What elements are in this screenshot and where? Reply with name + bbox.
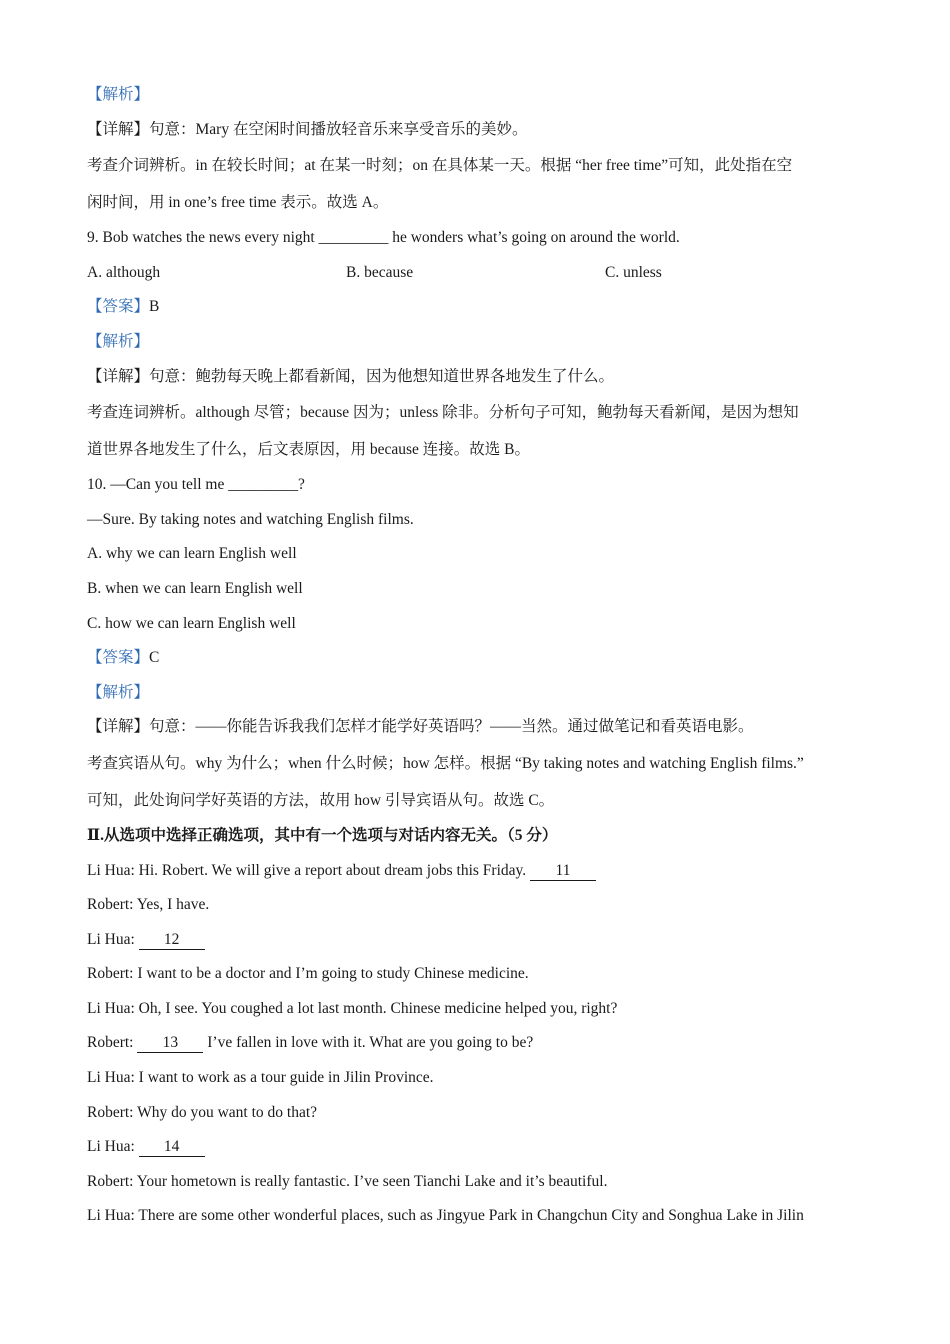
q10-explain-line-2 [87,782,877,819]
analysis-tag: 【解析】 [87,86,150,103]
dialogue-text: Robert: Your hometown is really fantastic. I’ve seen Tianchi Lake and it’s beautiful. [87,1172,608,1190]
q10-blank: _________ [228,476,298,494]
document-page [87,78,877,1234]
dialogue-line [87,1130,877,1165]
q9-stem-after: he wonders what’s going on around the world. [392,229,680,247]
q9-explain-line-2 [87,431,877,468]
q10-meaning-line [87,710,877,745]
q8-analysis-tag-line [87,78,877,113]
detail-tag: 【详解】 [87,120,150,138]
detail-tag: 【详解】 [87,718,150,736]
q10-option-b-line [87,572,877,607]
analysis-tag: 【解析】 [87,683,150,701]
q8-explain-line-2 [87,184,877,221]
dialogue-text: Robert: I want to be a doctor and I’m going to study Chinese medicine. [87,965,529,983]
q9-option-c: C. unless [605,263,662,281]
dialogue-line [87,1061,877,1096]
dialogue-line [87,992,877,1027]
dialogue-text: Robert: Yes, I have. [87,896,210,914]
q9-analysis-tag-line [87,325,877,360]
q9-answer-line [87,290,877,325]
section-2-title-text: Ⅱ.从选项中选择正确选项，其中有一个选项与对话内容无关。（5 分） [87,826,558,844]
dialogue-line [87,854,877,889]
dialogue-text: Li Hua: Hi. Robert. We will give a report about dream jobs this Friday. [87,861,527,879]
blank-13: 13 [137,1034,203,1053]
q10-analysis-tag-line [87,676,877,711]
blank-11: 11 [530,862,596,881]
q10-option-c: C. how we can learn English well [87,614,296,632]
dialogue-line [87,888,877,923]
q9-meaning-line [87,360,877,395]
dialogue-text: Li Hua: There are some other wonderful places, such as Jingyue Park in Changchun City and Songhua Lake in Jilin [87,1207,804,1225]
q9-answer: B [149,298,160,316]
q9-stem-before: 9. Bob watches the news every night [87,229,315,247]
dialogue-text: Li Hua: Oh, I see. You coughed a lot last month. Chinese medicine helped you, right? [87,999,618,1017]
q8-meaning-line [87,113,877,148]
q9-options [87,256,877,291]
q8-explain-1: 考查介词辨析。in 在较长时间；at 在某一时刻；on 在具体某一天。根据 “her free time”可知，此处指在空 [87,157,793,175]
q8-explain-2: 闲时间，用 in one’s free time 表示。故选 A。 [87,194,389,212]
q9-explain-line-1 [87,394,877,431]
analysis-tag: 【解析】 [87,332,150,350]
dialogue-text: Li Hua: I want to work as a tour guide in Jilin Province. [87,1069,434,1087]
q10-explain-line-1 [87,745,877,782]
q10-stem-before: 10. —Can you tell me [87,476,225,494]
q10-reply [87,503,877,538]
q10-stem [87,468,877,503]
dialogue-text: Li Hua: [87,1138,135,1156]
dialogue-text-after: I’ve fallen in love with it. What are you going to be? [207,1034,534,1052]
q9-explain-1: 考查连词辨析。although 尽管；because 因为；unless 除非。分析句子可知，鲍勃每天看新闻，是因为想知 [87,404,799,422]
dialogue-text: Robert: [87,1034,134,1052]
dialogue-text: Li Hua: [87,930,135,948]
q9-stem [87,221,877,256]
q10-answer: C [149,649,160,667]
q10-explain-1: 考查宾语从句。why 为什么；when 什么时候；how 怎样。根据 “By taking notes and watching English films.” [87,754,804,772]
detail-tag: 【详解】 [87,367,150,385]
dialogue-line [87,1199,877,1234]
q10-option-a-line [87,537,877,572]
q9-option-b: B. because [346,263,414,281]
dialogue-line [87,1165,877,1200]
q10-explain-2: 可知，此处询问学好英语的方法，故用 how 引导宾语从句。故选 C。 [87,791,555,809]
dialogue-line [87,923,877,958]
answer-tag: 【答案】 [87,649,150,667]
dialogue-text: Robert: Why do you want to do that? [87,1103,318,1121]
dialogue-line [87,1096,877,1131]
dialogue-line [87,957,877,992]
q10-option-b: B. when we can learn English well [87,579,303,597]
q9-explain-2: 道世界各地发生了什么，后文表原因，用 because 连接。故选 B。 [87,441,531,459]
dialogue-line [87,1026,877,1061]
q10-answer-line [87,641,877,676]
q9-option-a: A. although [87,263,161,281]
q10-stem-after: ? [297,476,305,494]
answer-tag: 【答案】 [87,298,150,316]
q9-meaning: 句意：鲍勃每天晚上都看新闻，因为他想知道世界各地发生了什么。 [149,367,615,385]
q10-option-a: A. why we can learn English well [87,545,297,563]
q9-blank: _________ [318,229,389,247]
q8-meaning: 句意：Mary 在空闲时间播放轻音乐来享受音乐的美妙。 [149,120,528,138]
q8-explain-line-1 [87,147,877,184]
q10-meaning: 句意：——你能告诉我我们怎样才能学好英语吗？——当然。通过做笔记和看英语电影。 [149,718,754,736]
q10-reply-text: —Sure. By taking notes and watching English films. [87,510,414,528]
q10-option-c-line [87,607,877,642]
section-2-title [87,819,877,854]
blank-14: 14 [139,1138,205,1157]
blank-12: 12 [139,931,205,950]
